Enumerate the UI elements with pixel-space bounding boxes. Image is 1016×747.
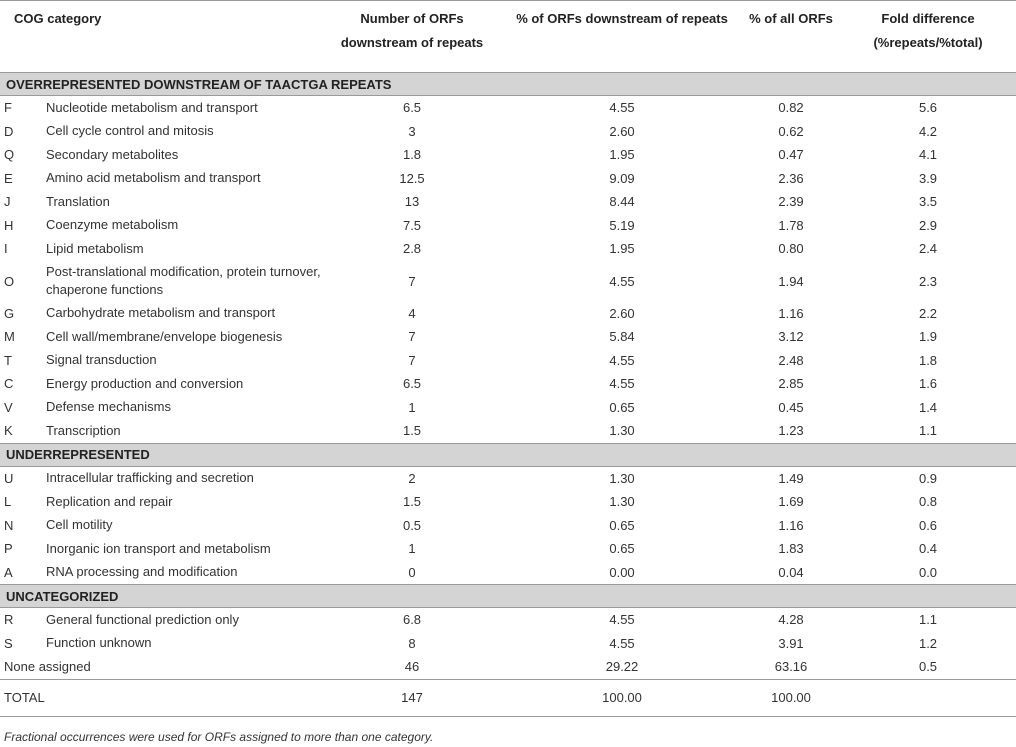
pct-orfs-value: 0.65 [609,399,635,415]
fold-value: 0.6 [918,517,938,533]
table-row [0,143,1016,167]
orfs-value: 7 [408,352,416,368]
pct-orfs-value: 2.60 [609,305,635,321]
table-row [0,514,1016,538]
category-name: Replication and repair [46,493,173,509]
pct-orfs-value: 5.84 [609,329,635,345]
section-title: OVERREPRESENTED DOWNSTREAM OF TAACTGA REPEATS [0,73,1016,96]
pct-orfs-value: 4.55 [609,635,635,651]
section-title: UNCATEGORIZED [0,585,1016,608]
pct-orfs-value: 4.55 [609,612,635,628]
pct-all-value: 1.49 [778,470,804,486]
pct-all-value: 0.80 [778,241,804,257]
pct-all-value: 3.91 [778,635,804,651]
pct-all-value: 1.69 [778,494,804,510]
fold-value: 2.9 [918,217,938,233]
cog-code: E [4,170,13,186]
pct-all-value: 1.16 [778,305,804,321]
category-name: Inorganic ion transport and metabolism [46,540,271,556]
table-row [0,561,1016,585]
fold-value: 4.1 [918,147,938,163]
orfs-value: 0 [408,564,416,580]
pct-all-value: 1.23 [778,423,804,439]
pct-orfs-value: 5.19 [609,217,635,233]
orfs-value: 0.5 [402,517,422,533]
orfs-value: 1 [408,399,416,415]
pct-orfs-value: 1.95 [609,147,635,163]
pct-orfs-value: 4.55 [609,352,635,368]
pct-all-value: 1.83 [778,541,804,557]
fold-value: 1.6 [918,376,938,392]
cog-code: T [4,352,12,368]
orfs-value: 1.5 [402,494,422,510]
fold-value: 1.1 [918,423,938,439]
orfs-value: 46 [404,659,420,675]
fold-value: 2.3 [918,273,938,289]
pct-orfs-value: 1.95 [609,241,635,257]
orfs-value: 7.5 [402,217,422,233]
none-assigned-label: None assigned [4,659,91,675]
category-name: Secondary metabolites [46,146,179,162]
fold-value: 1.1 [918,612,938,628]
fold-value: 3.5 [918,194,938,210]
pct-orfs-value: 0.65 [609,541,635,557]
fold-value: 0.0 [918,564,938,580]
cog-code: G [4,305,15,321]
cog-code: U [4,470,14,486]
pct-orfs-value: 4.55 [609,376,635,392]
pct-all-value: 2.48 [778,352,804,368]
header-row [0,1,1016,73]
orfs-value: 1.5 [402,423,422,439]
orfs-value: 1 [408,541,416,557]
cog-code: M [4,329,15,345]
category-name: Lipid metabolism [46,240,144,256]
pct-all-value: 1.16 [778,517,804,533]
fold-value: 0.8 [918,494,938,510]
pct-orfs-value: 1.30 [609,494,635,510]
fold-value: 2.4 [918,241,938,257]
category-name: Translation [46,193,110,209]
pct-orfs-value: 9.09 [609,170,635,186]
header-fold: Fold difference (%repeats/%total) [873,11,983,50]
fold-value: 1.2 [918,635,938,651]
category-name: Cell wall/membrane/envelope biogenesis [46,328,283,344]
category-name: RNA processing and modification [46,564,238,580]
fold-value: 0.4 [918,541,938,557]
fold-value: 1.9 [918,329,938,345]
category-name: Defense mechanisms [46,399,171,415]
table-row [0,419,1016,443]
cog-code: R [4,612,14,628]
orfs-value: 8 [408,635,416,651]
pct-orfs-value: 8.44 [609,194,635,210]
table-row [0,372,1016,396]
header-orfs: Number of ORFs downstream of repeats [340,11,484,50]
cog-code: H [4,217,14,233]
fold-value: 5.6 [918,100,938,116]
pct-all-value: 0.62 [778,123,804,139]
header-pct-orfs: % of ORFs downstream of repeats [516,11,728,26]
orfs-value: 2.8 [402,241,422,257]
category-name: Intracellular trafficking and secretion [46,470,254,486]
category-name: Signal transduction [46,352,157,368]
category-name: Function unknown [46,635,152,651]
cog-code: P [4,541,13,557]
table-row [0,237,1016,261]
category-name: Carbohydrate metabolism and transport [46,305,276,321]
table-row [0,537,1016,561]
header-cog: COG category [14,11,102,26]
section-header-row [0,443,1016,466]
cog-code: S [4,635,13,651]
fold-value: 3.9 [918,170,938,186]
pct-orfs-value: 2.60 [609,123,635,139]
table-row [0,349,1016,373]
category-name: Nucleotide metabolism and transport [46,99,258,115]
pct-all-value: 0.45 [778,399,804,415]
pct-orfs-value: 29.22 [605,659,639,675]
cog-code: O [4,273,15,289]
section-header-row [0,73,1016,96]
pct-all-value: 3.12 [778,329,804,345]
section-header-row [0,585,1016,608]
table-row [0,214,1016,238]
cog-code: J [4,194,11,210]
orfs-value: 1.8 [402,147,422,163]
category-name: General functional prediction only [46,611,239,627]
table-row [0,120,1016,144]
table-row [0,302,1016,326]
orfs-value: 6.5 [402,376,422,392]
total-pct-all-value: 100.00 [742,679,840,716]
category-name: Cell cycle control and mitosis [46,123,214,139]
table-row [0,190,1016,214]
orfs-value: 7 [408,329,416,345]
pct-all-value: 2.85 [778,376,804,392]
fold-value: 1.4 [918,399,938,415]
table-row [0,632,1016,656]
cog-code: K [4,423,13,439]
table-row [0,167,1016,191]
pct-all-value: 1.78 [778,217,804,233]
pct-orfs-value: 0.65 [609,517,635,533]
footnote: Fractional occurrences were used for ORFs assigned to more than one category. [4,730,434,744]
section-title: UNDERREPRESENTED [0,443,1016,466]
pct-all-value: 63.16 [774,659,808,675]
pct-orfs-value: 1.30 [609,423,635,439]
none-assigned-row [0,655,1016,679]
cog-code: Q [4,147,15,163]
category-name: Energy production and conversion [46,375,244,391]
pct-all-value: 0.47 [778,147,804,163]
pct-all-value: 0.04 [778,564,804,580]
pct-all-value: 2.36 [778,170,804,186]
category-name: Post-translational modification, protein turnover, chaperone functions [46,264,321,297]
table-row [0,261,1016,302]
total-fold-value [840,679,1016,716]
total-row [0,679,1016,716]
table-body [0,73,1016,717]
fold-value: 0.5 [918,659,938,675]
orfs-value: 13 [404,194,420,210]
orfs-value: 3 [408,123,416,139]
pct-all-value: 0.82 [778,100,804,116]
orfs-value: 4 [408,305,416,321]
cog-code: L [4,494,12,510]
cog-code: D [4,123,14,139]
orfs-value: 12.5 [399,170,425,186]
pct-orfs-value: 4.55 [609,273,635,289]
category-name: Coenzyme metabolism [46,217,179,233]
total-label: TOTAL [0,679,322,716]
category-name: Amino acid metabolism and transport [46,170,261,186]
fold-value: 4.2 [918,123,938,139]
table-row [0,490,1016,514]
cog-code: I [4,241,8,257]
cog-code: F [4,100,12,116]
total-orfs-value: 147 [322,679,502,716]
category-name: Transcription [46,422,121,438]
pct-all-value: 4.28 [778,612,804,628]
pct-all-value: 1.94 [778,273,804,289]
fold-value: 2.2 [918,305,938,321]
table-row [0,325,1016,349]
table-row [0,608,1016,632]
table-row [0,396,1016,420]
pct-orfs-value: 4.55 [609,100,635,116]
orfs-value: 7 [408,273,416,289]
cog-code: C [4,376,14,392]
pct-orfs-value: 1.30 [609,470,635,486]
header-pct-all: % of all ORFs [749,11,833,26]
orfs-value: 6.8 [402,612,422,628]
table-row [0,466,1016,490]
total-pct-orfs-value: 100.00 [502,679,742,716]
fold-value: 0.9 [918,470,938,486]
cog-code: A [4,564,13,580]
pct-all-value: 2.39 [778,194,804,210]
table-row [0,96,1016,120]
cog-code: V [4,399,13,415]
cog-code: N [4,517,14,533]
orfs-value: 2 [408,470,416,486]
fold-value: 1.8 [918,352,938,368]
orfs-value: 6.5 [402,100,422,116]
category-name: Cell motility [46,517,113,533]
pct-orfs-value: 0.00 [609,564,635,580]
